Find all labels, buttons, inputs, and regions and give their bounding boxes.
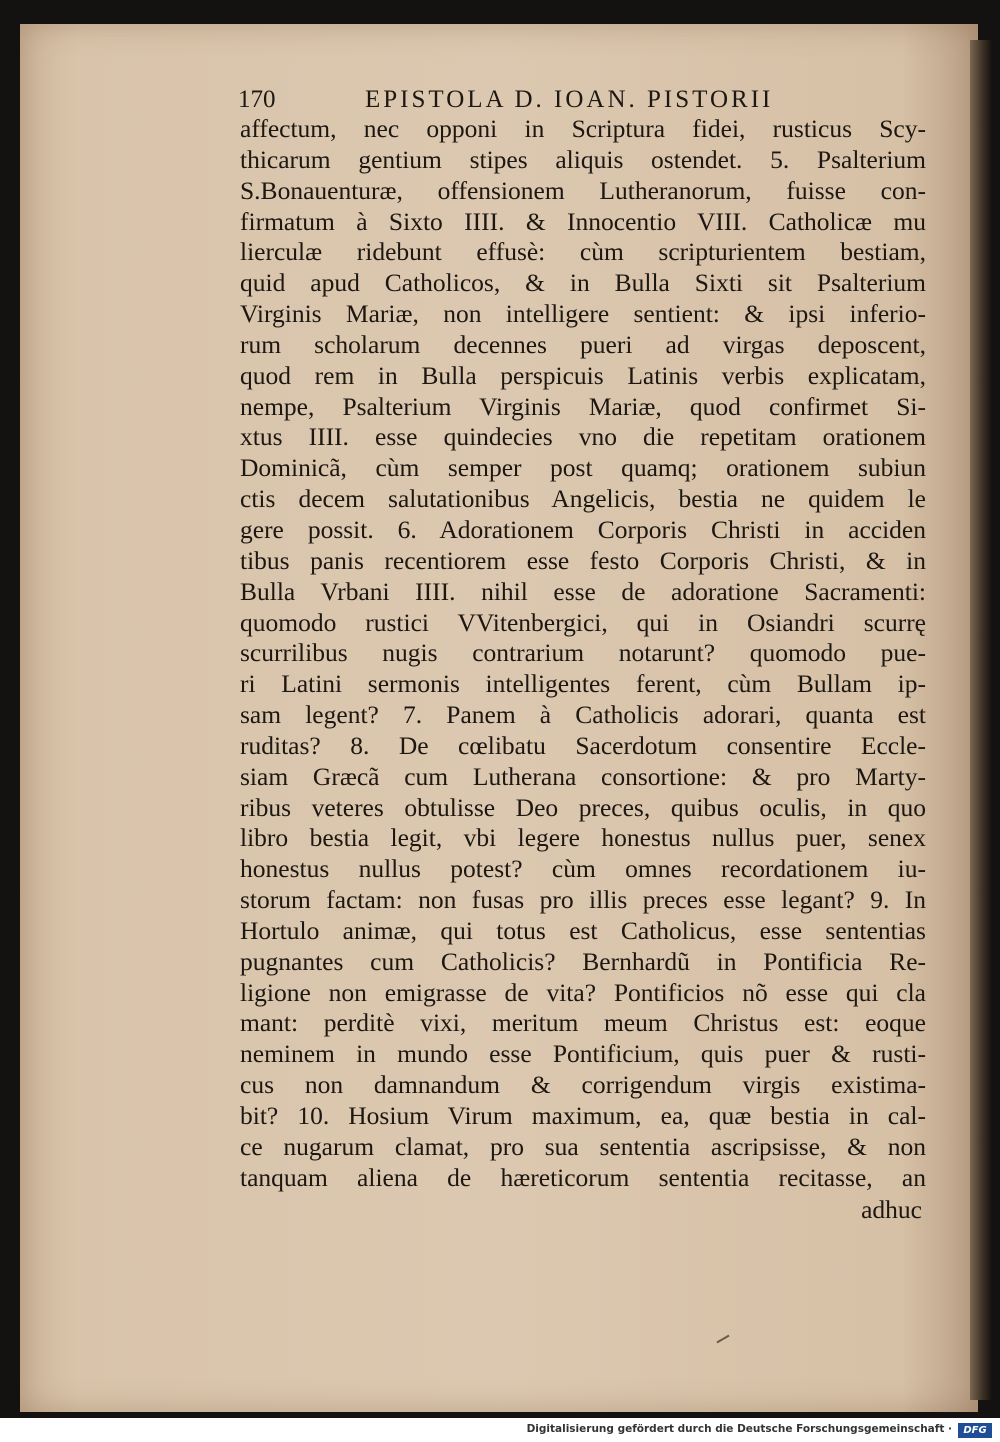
text-line: mant: perditè vixi, meritum meum Christus est: eoque [240,1008,926,1038]
text-line: quomodo rustici VVitenbergici, qui in Osiandri scurrę [240,607,926,637]
text-line: neminem in mundo esse Pontificium, quis puer & rusti- [240,1039,926,1069]
text-line: ligione non emigrasse de vita? Pontificios nõ esse qui cla [240,977,926,1007]
text-line: ce nugarum clamat, pro sua sententia ascripsisse, & non [240,1131,926,1161]
text-line: S.Bonauenturæ, offensionem Lutheranorum, fuisse con- [240,175,926,205]
text-line: quid apud Catholicos, & in Bulla Sixti sit Psalterium [240,268,926,298]
text-line: ruditas? 8. De cœlibatu Sacerdotum consentire Eccle- [240,730,926,760]
text-line: rum scholarum decennes pueri ad virgas deposcent, [240,329,926,359]
text-line: thicarum gentium stipes aliquis ostendet. 5. Psalterium [240,144,926,174]
text-line: tibus panis recentiorem esse festo Corporis Christi, & in [240,545,926,575]
dfg-logo: DFG [958,1423,992,1438]
text-line: storum factam: non fusas pro illis preces esse legant? 9. In [240,885,926,915]
catchword: adhuc [861,1194,922,1224]
text-line: ctis decem salutationibus Angelicis, bestia ne quidem le [240,484,926,514]
text-line: xtus IIII. esse quindecies vno die repetitam orationem [240,422,926,452]
text-line: libro bestia legit, vbi legere honestus nullus puer, senex [240,823,926,853]
text-line: honestus nullus potest? cùm omnes recordationem iu- [240,854,926,884]
text-line: ribus veteres obtulisse Deo preces, quibus oculis, in quo [240,792,926,822]
page-header [238,86,838,116]
funding-credit: Digitalisierung gefördert durch die Deutsche Forschungsgemeinschaft · [526,1423,952,1435]
page-number: 170 [238,86,276,113]
text-line: quod rem in Bulla perspicuis Latinis verbis explicatam, [240,360,926,390]
page-edge-shadow [970,40,992,1400]
text-line: Hortulo animæ, qui totus est Catholicus, esse sententias [240,915,926,945]
text-line: tanquam aliena de hæreticorum sententia recitasse, an [240,1162,926,1192]
text-line: Dominicã, cùm semper post quamq; orationem subiun [240,453,926,483]
text-line: sam legent? 7. Panem à Catholicis adorari, quanta est [240,700,926,730]
text-line: nempe, Psalterium Virginis Mariæ, quod confirmet Si- [240,391,926,421]
text-line: Virginis Mariæ, non intelligere sentient: & ipsi inferio- [240,299,926,329]
text-line: firmatum à Sixto IIII. & Innocentio VIII. Catholicæ mu [240,206,926,236]
text-line: ri Latini sermonis intelligentes ferent, cùm Bullam ip- [240,669,926,699]
text-line: bit? 10. Hosium Virum maximum, ea, quæ bestia in cal- [240,1101,926,1130]
text-line: scurrilibus nugis contrarium notarunt? quomodo pue- [240,638,926,668]
text-line: siam Græcã cum Lutherana consortione: & pro Marty- [240,761,926,791]
running-head: EPISTOLA D. IOAN. PISTORII [365,86,774,113]
text-line: affectum, nec opponi in Scriptura fidei, rusticus Scy- [240,114,926,143]
footer-bar [0,1420,1000,1442]
body-text [240,114,926,1225]
text-line: pugnantes cum Catholicis? Bernhardũ in Pontificia Re- [240,946,926,976]
text-line: Bulla Vrbani IIII. nihil esse de adoratione Sacramenti: [240,576,926,606]
text-line: lierculæ ridebunt effusè: cùm scripturientem bestiam, [240,237,926,267]
text-line: gere possit. 6. Adorationem Corporis Christi in acciden [240,514,926,544]
text-line: cus non damnandum & corrigendum virgis existima- [240,1070,926,1100]
